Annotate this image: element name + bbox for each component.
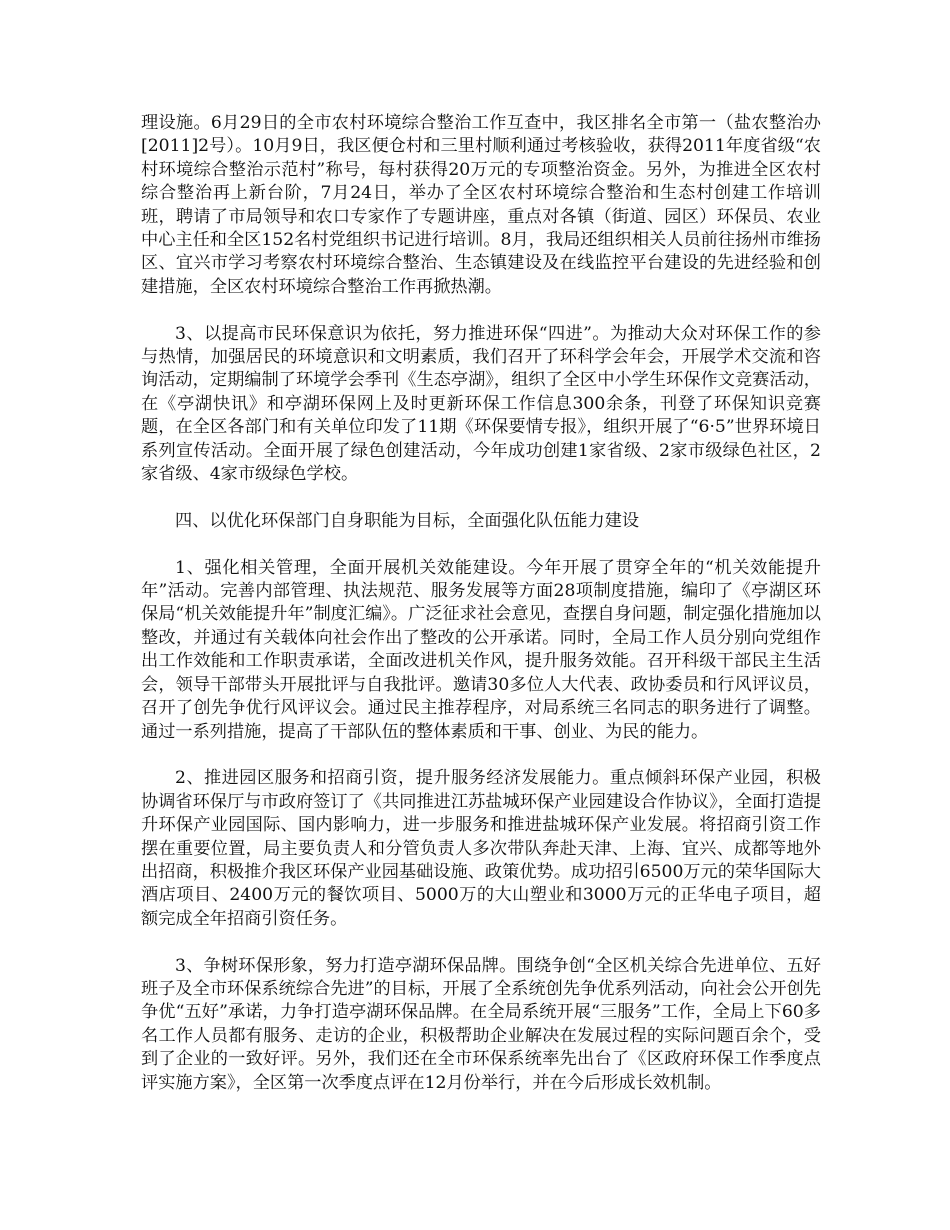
paragraph-park-service-investment: 2、推进园区服务和招商引资，提升服务经济发展能力。重点倾斜环保产业园，积极协调省环保厅与市政府签订了《共同推进江苏盐城环保产业园建设合作协议》，全面打造提升环保产业园国际、国内影响力，进一步服务和推进盐城环保产业发展。将招商引资工作摆在重要位置，局主要负责人和分管负责人多次带队奔赴天津、上海、宜兴、成都等地外出招商，积极推介我区环保产业园基础设施、政策优势。成功招引6500万元的荣华国际大酒店项目、2400万元的餐饮项目、5000万的大山塑业和3000万元的正华电子项目，超额完成全年招商引资任务。 <box>141 768 821 929</box>
paragraph-continued-rural-remediation: 理设施。6月29日的全市农村环境综合整治工作互查中，我区排名全市第一（盐农整治办[2011]2号）。10月9日，我区便仓村和三里村顺利通过考核验收，获得2011年度省级“农村环境综合整治示范村”称号，每村获得20万元的专项整治资金。另外，为推进全区农村综合整治再上新台阶，7月24日，举办了全区农村环境综合整治和生态村创建工作培训班，聘请了市局领导和农口专家作了专题讲座，重点对各镇（街道、园区）环保员、农业中心主任和全区152名村党组织书记进行培训。8月，我局还组织相关人员前往扬州市维扬区、宜兴市学习考察农村环境综合整治、生态镇建设及在线监控平台建设的先进经验和创建措施，全区农村环境综合整治工作再掀热潮。 <box>141 113 821 297</box>
paragraph-brand-image: 3、争树环保形象，努力打造亭湖环保品牌。围绕争创“全区机关综合先进单位、五好班子及全市环保系统综合先进”的目标，开展了全系统创先争优系列活动，向社会公开创先争优“五好”承诺，力争打造亭湖环保品牌。在全局系统开展“三服务”工作，全局上下60多名工作人员都有服务、走访的企业，积极帮助企业解决在发展过程的实际问题百余个，受到了企业的一致好评。另外，我们还在全市环保系统率先出台了《区政府环保工作季度点评实施方案》，全区第一次季度点评在12月份举行，并在今后形成长效机制。 <box>141 955 821 1093</box>
paragraph-organ-efficiency: 1、强化相关管理，全面开展机关效能建设。今年开展了贯穿全年的“机关效能提升年”活动。完善内部管理、执法规范、服务发展等方面28项制度措施，编印了《亭湖区环保局“机关效能提升年”制度汇编》。广泛征求社会意见，查摆自身问题，制定强化措施加以整改，并通过有关载体向社会作出了整改的公开承诺。同时，全局工作人员分别向党组作出工作效能和工作职责承诺，全面改进机关作风，提升服务效能。召开科级干部民主生活会，领导干部带头开展批评与自我批评。邀请30多位人大代表、政协委员和行风评议员，召开了创先争优行风评议会。通过民主推荐程序，对局系统三名同志的职务进行了调整。通过一系列措施，提高了干部队伍的整体素质和干事、创业、为民的能力。 <box>141 557 821 742</box>
paragraph-environmental-awareness: 3、以提高市民环保意识为依托，努力推进环保“四进”。为推动大众对环保工作的参与热情，加强居民的环境意识和文明素质，我们召开了环科学会年会，开展学术交流和咨询活动，定期编制了环境学会季刊《生态亭湖》，组织了全区中小学生环保作文竞赛活动，在《亭湖快讯》和亭湖环保网上及时更新环保工作信息300余条，刊登了环保知识竞赛题，在全区各部门和有关单位印发了11期《环保要情专报》，组织开展了“6·5”世界环境日系列宣传活动。全面开展了绿色创建活动，今年成功创建1家省级、2家市级绿色社区，2家省级、4家市级绿色学校。 <box>141 323 821 485</box>
document-body <box>141 112 821 1118</box>
section-heading-team-building: 四、以优化环保部门自身职能为目标，全面强化队伍能力建设 <box>175 510 640 531</box>
